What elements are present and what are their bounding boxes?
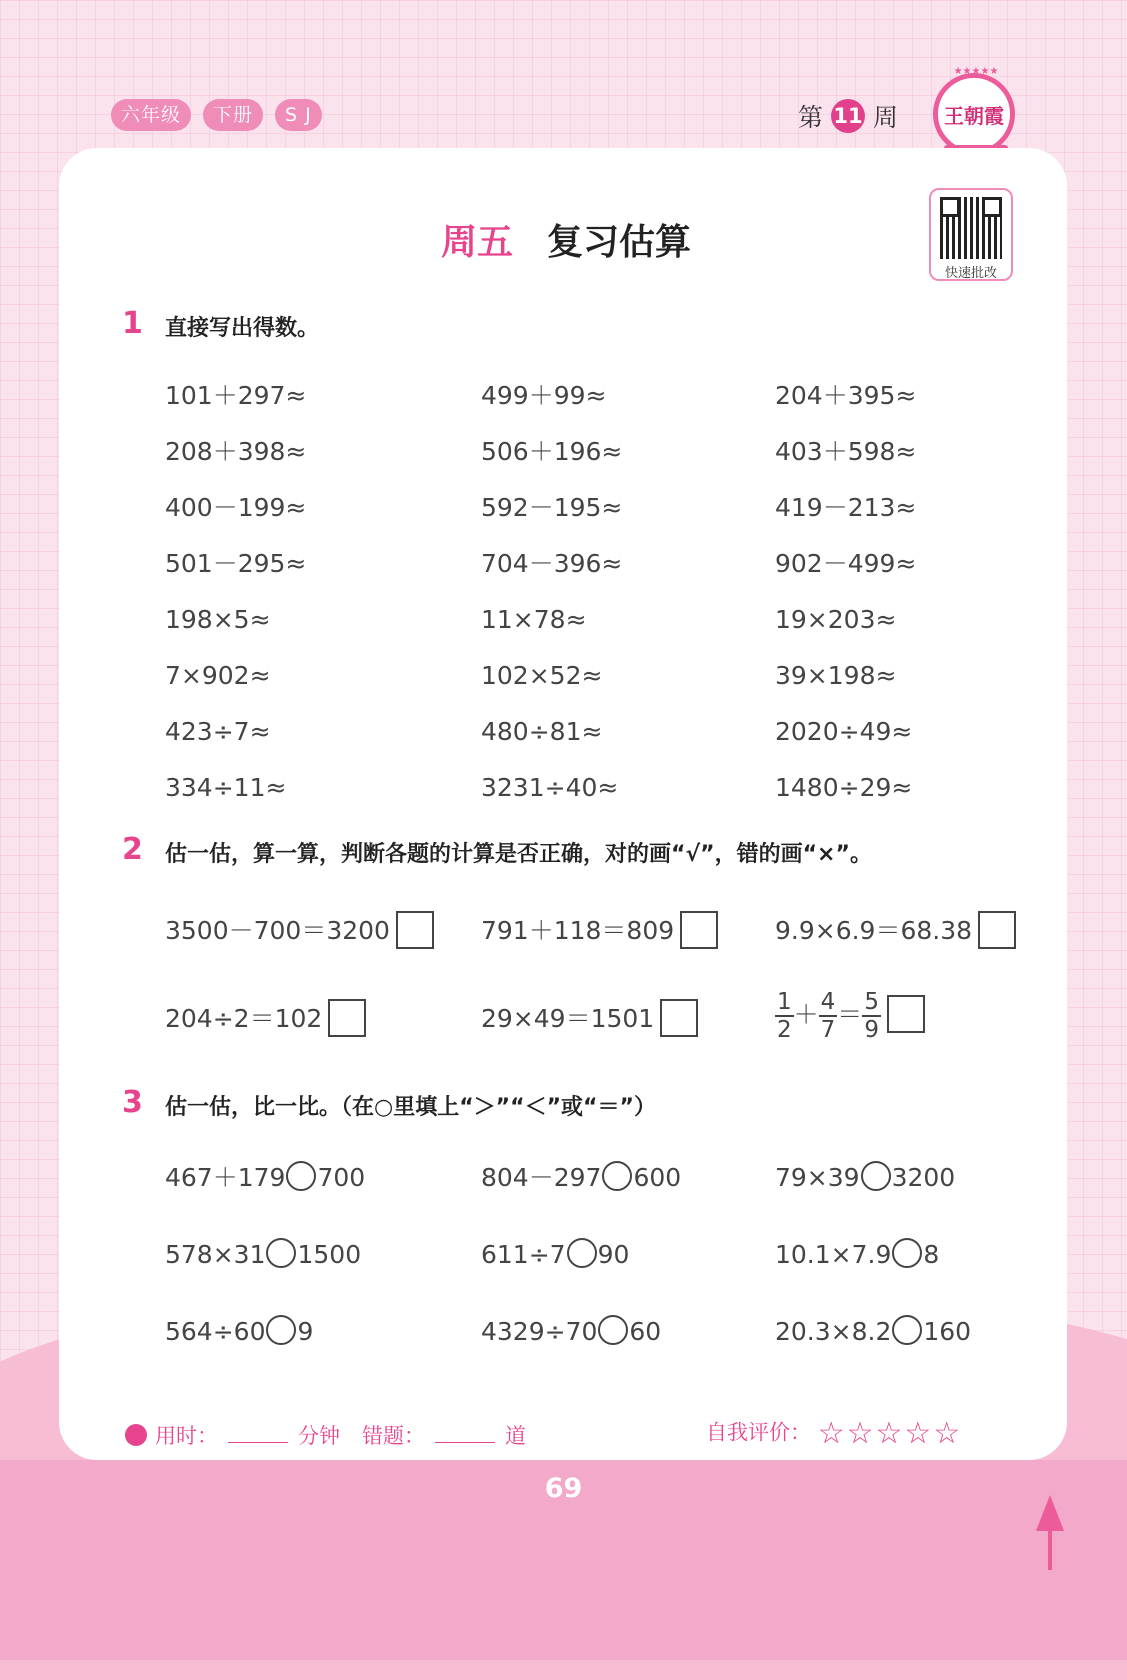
estimate-exercise: 400－199≈ <box>165 493 307 522</box>
compare-right: 700 <box>317 1163 366 1192</box>
section-2-title: 估一估，算一算，判断各题的计算是否正确，对的画“√”，错的画“×”。 <box>165 842 872 867</box>
judge-item <box>481 913 718 951</box>
star-icon: ★★★★★ <box>953 66 999 77</box>
compare-exercise <box>165 1240 361 1271</box>
compare-left: 4329÷70 <box>481 1317 598 1346</box>
compare-circle[interactable] <box>892 1315 922 1345</box>
compare-left: 611÷7 <box>481 1240 566 1269</box>
estimate-exercise: 101＋297≈ <box>165 381 307 410</box>
errors-unit: 道 <box>505 1424 526 1448</box>
estimate-exercise: 7×902≈ <box>165 661 271 690</box>
edition-tag: S J <box>275 99 322 131</box>
estimate-exercise: 423÷7≈ <box>165 717 271 746</box>
estimate-exercise: 204＋395≈ <box>775 381 917 410</box>
compare-exercise <box>481 1163 681 1194</box>
week-indicator <box>798 98 898 134</box>
qr-label: 快速批改 <box>944 266 997 281</box>
estimate-exercise: 419－213≈ <box>775 493 917 522</box>
judge-expression: 791＋118＝809 <box>481 916 675 945</box>
compare-circle[interactable] <box>567 1238 597 1268</box>
arrow-up-icon <box>1036 1495 1064 1531</box>
section-2-number: 2 <box>122 832 143 867</box>
section-3-title: 估一估，比一比。（在○里填上“＞”“＜”或“＝”） <box>165 1095 656 1120</box>
brand-logo <box>933 66 1015 155</box>
judge-expression: 29×49＝1501 <box>481 1004 655 1033</box>
week-number: 11 <box>831 99 865 133</box>
compare-circle[interactable] <box>861 1161 891 1191</box>
compare-right: 160 <box>923 1317 972 1346</box>
compare-right: 600 <box>633 1163 682 1192</box>
brand-logo-text: 王朝霞 <box>944 104 1004 128</box>
denominator: 9 <box>864 1017 879 1043</box>
compare-exercise <box>165 1317 313 1348</box>
time-label: 用时： <box>155 1424 218 1448</box>
compare-circle[interactable] <box>892 1238 922 1268</box>
estimate-exercise: 704－396≈ <box>481 549 623 578</box>
estimate-exercise: 2020÷49≈ <box>775 717 913 746</box>
answer-box[interactable] <box>680 911 718 949</box>
judge-item <box>165 913 434 951</box>
compare-circle[interactable] <box>598 1315 628 1345</box>
numerator: 5 <box>864 989 879 1015</box>
estimate-exercise: 19×203≈ <box>775 605 897 634</box>
page-title <box>441 214 691 265</box>
time-record <box>125 1420 340 1450</box>
compare-left: 467＋179 <box>165 1163 286 1192</box>
qr-code-icon[interactable] <box>940 197 1002 259</box>
estimate-exercise: 501－295≈ <box>165 549 307 578</box>
compare-circle[interactable] <box>602 1161 632 1191</box>
judge-expression: 9.9×6.9＝68.38 <box>775 916 973 945</box>
estimate-exercise: 334÷11≈ <box>165 773 287 802</box>
estimate-exercise: 39×198≈ <box>775 661 897 690</box>
numerator: 1 <box>777 989 792 1015</box>
week-suffix: 周 <box>873 103 899 132</box>
week-prefix: 第 <box>798 103 824 132</box>
fraction <box>819 989 838 1043</box>
compare-exercise <box>775 1317 971 1348</box>
judge-item <box>775 913 1016 951</box>
clock-icon <box>125 1424 147 1446</box>
arrow-stem <box>1048 1530 1052 1570</box>
compare-left: 804－297 <box>481 1163 602 1192</box>
estimate-exercise: 480÷81≈ <box>481 717 603 746</box>
rating-stars-icon[interactable]: ☆☆☆☆☆ <box>817 1416 963 1451</box>
compare-right: 3200 <box>891 1163 956 1192</box>
error-record <box>362 1420 526 1450</box>
compare-right: 8 <box>923 1240 940 1269</box>
estimate-exercise: 1480÷29≈ <box>775 773 913 802</box>
estimate-exercise: 902－499≈ <box>775 549 917 578</box>
answer-box[interactable] <box>978 911 1016 949</box>
title-topic: 复习估算 <box>547 222 692 263</box>
judge-item <box>165 1001 366 1039</box>
compare-left: 79×39 <box>775 1163 860 1192</box>
page-number: 69 <box>544 1473 583 1504</box>
fraction <box>862 989 881 1043</box>
judge-item-fraction <box>775 989 925 1043</box>
grade-tag: 六年级 <box>111 99 191 131</box>
volume-tag: 下册 <box>203 99 263 131</box>
answer-box[interactable] <box>396 911 434 949</box>
errors-label: 错题： <box>362 1424 425 1448</box>
answer-box[interactable] <box>328 999 366 1037</box>
judge-expression: 3500－700＝3200 <box>165 916 390 945</box>
numerator: 4 <box>820 989 836 1015</box>
compare-right: 9 <box>297 1317 314 1346</box>
section-3-number: 3 <box>122 1085 143 1120</box>
compare-circle[interactable] <box>266 1238 296 1268</box>
compare-exercise <box>481 1317 661 1348</box>
compare-circle[interactable] <box>266 1315 296 1345</box>
denominator: 2 <box>777 1017 792 1043</box>
compare-right: 90 <box>597 1240 630 1269</box>
section-1-number: 1 <box>122 306 143 341</box>
compare-exercise <box>481 1240 629 1271</box>
estimate-exercise: 506＋196≈ <box>481 437 623 466</box>
evaluation-label: 自我评价： <box>706 1420 811 1445</box>
estimate-exercise: 198×5≈ <box>165 605 271 634</box>
estimate-exercise: 208＋398≈ <box>165 437 307 466</box>
compare-left: 564÷60 <box>165 1317 266 1346</box>
grade-tags <box>111 99 322 131</box>
estimate-exercise: 3231÷40≈ <box>481 773 619 802</box>
qr-code-panel[interactable] <box>929 188 1013 281</box>
compare-right: 60 <box>629 1317 662 1346</box>
compare-left: 578×31 <box>165 1240 266 1269</box>
estimate-exercise: 499＋99≈ <box>481 381 607 410</box>
judge-expression: 204÷2＝102 <box>165 1004 323 1033</box>
compare-exercise <box>165 1163 365 1194</box>
compare-right: 1500 <box>297 1240 362 1269</box>
estimate-exercise: 11×78≈ <box>481 605 587 634</box>
estimate-exercise: 403＋598≈ <box>775 437 917 466</box>
time-blank[interactable] <box>228 1422 288 1443</box>
equals: ＝ <box>837 1000 863 1029</box>
self-evaluation <box>706 1416 962 1451</box>
estimate-exercise: 102×52≈ <box>481 661 603 690</box>
compare-exercise <box>775 1163 955 1194</box>
compare-left: 20.3×8.2 <box>775 1317 892 1346</box>
section-1-title: 直接写出得数。 <box>165 316 320 341</box>
answer-box[interactable] <box>660 999 698 1037</box>
compare-exercise <box>775 1240 939 1271</box>
answer-box[interactable] <box>887 995 925 1033</box>
errors-blank[interactable] <box>435 1422 495 1443</box>
title-day: 周五 <box>441 222 514 263</box>
estimate-exercise: 592－195≈ <box>481 493 623 522</box>
compare-left: 10.1×7.9 <box>775 1240 892 1269</box>
judge-item <box>481 1001 698 1039</box>
time-unit: 分钟 <box>298 1424 340 1448</box>
operator: ＋ <box>793 1000 819 1029</box>
fraction <box>775 989 794 1043</box>
compare-circle[interactable] <box>286 1161 316 1191</box>
denominator: 7 <box>820 1017 836 1043</box>
